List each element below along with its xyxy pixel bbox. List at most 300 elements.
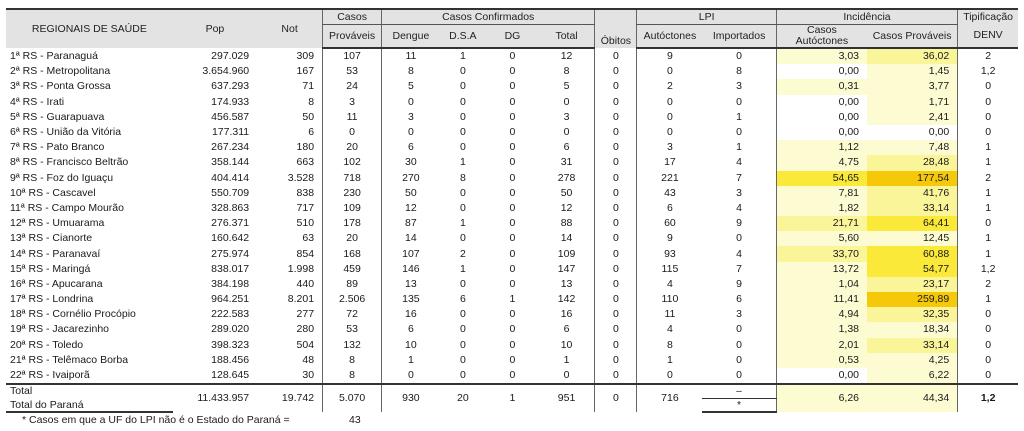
cell-not: 309	[296, 49, 315, 62]
cell-denv: 1	[958, 186, 1018, 201]
cell-prov: 20	[323, 231, 382, 246]
cell-inc-aut: 0,00	[776, 368, 867, 384]
cell-prov: 109	[323, 201, 382, 216]
cell-total: 16	[560, 308, 573, 321]
cell-not: 167	[296, 65, 315, 78]
cell-inc-prov: 36,02	[867, 48, 958, 64]
cell-not: 504	[296, 338, 315, 351]
table-row	[6, 322, 1018, 337]
cell-dsa: 0	[459, 141, 466, 154]
cell-not: 854	[296, 247, 315, 260]
total-inc-aut: 6,26	[776, 384, 867, 412]
cell-dg: 0	[509, 308, 516, 321]
cell-dengue: 50	[382, 186, 440, 201]
cell-pop: 188.456	[211, 353, 250, 366]
cell-dg: 0	[509, 247, 516, 260]
cell-not: 8	[308, 95, 315, 108]
cell-inc-prov: 18,34	[867, 322, 958, 337]
cell-denv: 1	[958, 155, 1018, 170]
cell-aut: 4	[637, 322, 702, 337]
cell-dg: 0	[509, 201, 516, 214]
cell-pop: 404.414	[211, 171, 250, 184]
cell-dengue: 6	[382, 140, 440, 155]
cell-dengue: 5	[382, 79, 440, 94]
cell-denv: 0	[958, 216, 1018, 231]
cell-imp: 9	[736, 277, 742, 290]
cell-obitos: 0	[595, 262, 637, 277]
cell-dengue: 270	[382, 171, 440, 186]
cell-prov: 53	[323, 64, 382, 79]
table-row	[6, 292, 1018, 307]
header-provaveis: Prováveis	[323, 25, 382, 49]
cell-name: 3ª RS - Ponta Grossa	[10, 80, 111, 93]
header-obitos: Óbitos	[595, 9, 637, 48]
cell-inc-aut: 1,82	[776, 201, 867, 216]
cell-total: 12	[560, 201, 573, 214]
cell-dg: 0	[509, 110, 516, 123]
cell-dg: 0	[509, 171, 516, 184]
cell-imp: 0	[736, 369, 742, 382]
cell-prov: 230	[323, 186, 382, 201]
cell-pop: 128.645	[211, 369, 250, 382]
cell-total: 31	[560, 156, 573, 169]
cell-prov: 178	[323, 216, 382, 231]
cell-total: 12	[560, 50, 573, 63]
cell-total: 0	[563, 369, 570, 382]
cell-not: 30	[302, 369, 315, 382]
cell-total: 109	[557, 247, 576, 260]
cell-inc-prov: 54,77	[867, 262, 958, 277]
cell-prov: 53	[323, 322, 382, 337]
cell-denv: 2	[958, 171, 1018, 186]
cell-total: 0	[563, 95, 570, 108]
cell-pop: 3.654.960	[202, 65, 250, 78]
cell-denv: 0	[958, 125, 1018, 140]
total-pop: 11.433.957	[173, 384, 257, 412]
cell-imp: 0	[736, 338, 742, 351]
table-row	[6, 231, 1018, 246]
cell-dengue: 12	[382, 201, 440, 216]
total-label: Total	[6, 384, 173, 399]
table-body	[6, 48, 1018, 384]
header-lpi: LPI	[637, 9, 776, 25]
cell-dengue: 1	[382, 353, 440, 368]
cell-imp: 0	[736, 323, 742, 336]
cell-denv: 0	[958, 353, 1018, 368]
cell-obitos: 0	[595, 79, 637, 94]
cell-inc-aut: 21,71	[776, 216, 867, 231]
cell-aut: 0	[637, 125, 702, 140]
total-denv: 1,2	[958, 384, 1018, 412]
cell-imp: 4	[736, 201, 742, 214]
cell-dsa: 0	[459, 126, 466, 139]
cell-prov: 8	[323, 353, 382, 368]
cell-denv: 0	[958, 95, 1018, 110]
cell-total: 278	[557, 171, 576, 184]
cell-obitos: 0	[595, 277, 637, 292]
cell-obitos: 0	[595, 246, 637, 261]
cell-imp: 0	[736, 126, 742, 139]
cell-dsa: 0	[459, 80, 466, 93]
cell-name: 15ª RS - Maringá	[10, 262, 91, 275]
cell-name: 13ª RS - Cianorte	[10, 232, 93, 245]
total-dsa: 20	[440, 384, 486, 412]
cell-inc-aut: 11,41	[776, 292, 867, 307]
cell-aut: 115	[637, 262, 702, 277]
cell-aut: 93	[637, 246, 702, 261]
cell-inc-aut: 0,00	[776, 64, 867, 79]
cell-inc-prov: 28,48	[867, 155, 958, 170]
cell-prov: 24	[323, 79, 382, 94]
footnote	[22, 414, 361, 426]
cell-pop: 267.234	[211, 141, 250, 154]
header-casos-confirmados: Casos Confirmados	[382, 9, 595, 25]
cell-inc-prov: 60,88	[867, 246, 958, 261]
table-header	[6, 9, 1018, 48]
cell-dengue: 0	[382, 368, 440, 384]
cell-imp: 0	[736, 353, 742, 366]
cell-aut: 8	[637, 338, 702, 353]
cell-dg: 0	[509, 156, 516, 169]
table-row	[6, 277, 1018, 292]
cell-prov: 459	[323, 262, 382, 277]
cell-inc-prov: 33,14	[867, 201, 958, 216]
cell-denv: 2	[958, 48, 1018, 64]
cell-aut: 0	[637, 64, 702, 79]
total-obitos: 0	[595, 384, 637, 412]
cell-pop: 838.017	[211, 262, 250, 275]
cell-total: 10	[560, 338, 573, 351]
cell-dsa: 0	[459, 65, 466, 78]
cell-name: 7ª RS - Pato Branco	[10, 141, 105, 154]
cell-dengue: 107	[382, 246, 440, 261]
cell-obitos: 0	[595, 322, 637, 337]
cell-inc-prov: 7,48	[867, 140, 958, 155]
cell-inc-prov: 41,76	[867, 186, 958, 201]
cell-dengue: 0	[382, 125, 440, 140]
cell-imp: 9	[736, 217, 742, 230]
header-denv: DENV	[958, 25, 1018, 49]
total-imp-top: –	[702, 384, 776, 399]
cell-inc-prov: 33,14	[867, 338, 958, 353]
footnote-text: * Casos em que a UF do LPI não é o Estado do Paraná =	[22, 414, 290, 426]
cell-pop: 384.198	[211, 277, 250, 290]
cell-denv: 0	[958, 79, 1018, 94]
cell-prov: 8	[323, 368, 382, 384]
cell-imp: 8	[736, 65, 742, 78]
total-parana-label: Total do Paraná	[6, 399, 173, 413]
cell-pop: 297.029	[211, 49, 250, 62]
cell-prov: 11	[323, 110, 382, 125]
cell-imp: 3	[736, 186, 742, 199]
cell-dengue: 14	[382, 231, 440, 246]
cell-obitos: 0	[595, 216, 637, 231]
total-imp-bottom: *	[702, 399, 776, 413]
total-total: 951	[539, 384, 595, 412]
cell-dsa: 0	[459, 201, 466, 214]
header-total: Total	[539, 25, 595, 49]
cell-denv: 0	[958, 322, 1018, 337]
cell-name: 18ª RS - Cornélio Procópio	[10, 308, 136, 321]
cell-dengue: 10	[382, 338, 440, 353]
table-row	[6, 155, 1018, 170]
cell-total: 1	[563, 353, 570, 366]
table-row	[6, 48, 1018, 64]
table-row	[6, 368, 1018, 384]
cell-name: 14ª RS - Paranavaí	[10, 247, 101, 260]
total-prov: 5.070	[323, 384, 382, 412]
cell-obitos: 0	[595, 231, 637, 246]
cell-inc-aut: 33,70	[776, 246, 867, 261]
header-importados: Importados	[702, 25, 776, 49]
cell-dengue: 6	[382, 322, 440, 337]
cell-obitos: 0	[595, 64, 637, 79]
cell-denv: 1	[958, 201, 1018, 216]
table-totals	[6, 384, 1018, 412]
table-row	[6, 171, 1018, 186]
cell-obitos: 0	[595, 171, 637, 186]
cell-total: 5	[563, 80, 570, 93]
cell-aut: 6	[637, 201, 702, 216]
cell-imp: 0	[736, 50, 742, 63]
table-row	[6, 64, 1018, 79]
table-row	[6, 353, 1018, 368]
cell-obitos: 0	[595, 140, 637, 155]
cell-dg: 0	[509, 141, 516, 154]
cell-dsa: 0	[459, 277, 466, 290]
cell-inc-prov: 0,00	[867, 125, 958, 140]
cell-total: 8	[563, 65, 570, 78]
cell-dg: 0	[509, 65, 516, 78]
cell-inc-aut: 5,60	[776, 231, 867, 246]
cell-inc-aut: 4,94	[776, 307, 867, 322]
cell-dsa: 1	[459, 156, 466, 169]
footnote-value: 43	[349, 414, 361, 426]
cell-total: 13	[560, 277, 573, 290]
cell-prov: 89	[323, 277, 382, 292]
cell-name: 21ª RS - Telêmaco Borba	[10, 353, 129, 366]
header-not: Not	[257, 9, 322, 48]
cell-dsa: 1	[459, 50, 466, 63]
cell-pop: 160.642	[211, 232, 250, 245]
total-inc-prov: 44,34	[867, 384, 958, 412]
cell-dg: 0	[509, 277, 516, 290]
cell-prov: 3	[323, 95, 382, 110]
cell-name: 16ª RS - Apucarana	[10, 277, 103, 290]
cell-name: 19ª RS - Jacarezinho	[10, 323, 110, 336]
cell-name: 11ª RS - Campo Mourão	[10, 201, 124, 214]
cell-obitos: 0	[595, 292, 637, 307]
cell-dg: 0	[509, 126, 516, 139]
cell-name: 2ª RS - Metropolitana	[10, 65, 111, 78]
cell-total: 6	[563, 141, 570, 154]
cell-obitos: 0	[595, 125, 637, 140]
table-row	[6, 95, 1018, 110]
cell-imp: 4	[736, 156, 742, 169]
cell-prov: 2.506	[323, 292, 382, 307]
cell-not: 48	[302, 353, 315, 366]
cell-dengue: 11	[382, 48, 440, 64]
cell-aut: 0	[637, 110, 702, 125]
cell-dsa: 0	[459, 110, 466, 123]
cell-denv: 1,2	[958, 64, 1018, 79]
cell-denv: 0	[958, 307, 1018, 322]
cell-dengue: 87	[382, 216, 440, 231]
total-aut: 716	[637, 384, 702, 412]
cell-pop: 964.251	[211, 293, 250, 306]
cell-denv: 1	[958, 231, 1018, 246]
cell-dg: 0	[509, 353, 516, 366]
cell-not: 280	[296, 323, 315, 336]
cell-aut: 110	[637, 292, 702, 307]
cell-obitos: 0	[595, 155, 637, 170]
cell-dengue: 146	[382, 262, 440, 277]
cell-dg: 0	[509, 262, 516, 275]
cell-inc-aut: 0,31	[776, 79, 867, 94]
cell-dg: 0	[509, 217, 516, 230]
header-inc-provaveis: Casos Prováveis	[867, 25, 958, 49]
cell-obitos: 0	[595, 368, 637, 384]
cell-name: 4ª RS - Irati	[10, 95, 65, 108]
cell-imp: 7	[736, 262, 742, 275]
cell-pop: 398.323	[211, 338, 250, 351]
cell-inc-aut: 2,01	[776, 338, 867, 353]
cell-inc-aut: 1,38	[776, 322, 867, 337]
cell-not: 663	[296, 156, 315, 169]
cell-inc-aut: 0,00	[776, 125, 867, 140]
header-region: REGIONAIS DE SAÚDE	[6, 9, 173, 48]
cell-dsa: 1	[459, 262, 466, 275]
cell-inc-aut: 54,65	[776, 171, 867, 186]
cell-prov: 102	[323, 155, 382, 170]
cell-denv: 1	[958, 246, 1018, 261]
cell-dsa: 1	[459, 217, 466, 230]
cell-dengue: 0	[382, 95, 440, 110]
cell-inc-aut: 0,00	[776, 95, 867, 110]
cell-imp: 4	[736, 247, 742, 260]
cell-denv: 0	[958, 110, 1018, 125]
cell-aut: 1	[637, 353, 702, 368]
cell-dsa: 0	[459, 95, 466, 108]
cell-aut: 17	[637, 155, 702, 170]
cell-not: 71	[302, 80, 315, 93]
cell-inc-aut: 1,04	[776, 277, 867, 292]
cell-inc-prov: 4,25	[867, 353, 958, 368]
cell-total: 6	[563, 323, 570, 336]
cell-name: 22ª RS - Ivaiporã	[10, 369, 90, 382]
cell-prov: 718	[323, 171, 382, 186]
cell-dg: 0	[509, 95, 516, 108]
cell-denv: 0	[958, 338, 1018, 353]
header-casos: Casos	[323, 9, 382, 25]
cell-imp: 0	[736, 95, 742, 108]
cell-name: 20ª RS - Toledo	[10, 338, 84, 351]
table-row	[6, 307, 1018, 322]
table-row	[6, 201, 1018, 216]
cell-aut: 3	[637, 140, 702, 155]
cell-dg: 0	[509, 232, 516, 245]
cell-total: 14	[560, 232, 573, 245]
cell-denv: 2	[958, 277, 1018, 292]
cell-dsa: 0	[459, 353, 466, 366]
cell-pop: 328.863	[211, 201, 250, 214]
table-row	[6, 338, 1018, 353]
cell-not: 510	[296, 217, 315, 230]
cell-dsa: 0	[459, 308, 466, 321]
header-dg: DG	[486, 25, 539, 49]
cell-name: 6ª RS - União da Vitória	[10, 126, 122, 139]
cell-inc-prov: 64,41	[867, 216, 958, 231]
cell-pop: 276.371	[211, 217, 250, 230]
cell-dsa: 0	[459, 186, 466, 199]
cell-obitos: 0	[595, 95, 637, 110]
cell-total: 88	[560, 217, 573, 230]
cell-inc-prov: 1,45	[867, 64, 958, 79]
cell-inc-aut: 0,00	[776, 110, 867, 125]
cell-prov: 72	[323, 307, 382, 322]
dengue-table	[6, 8, 1018, 413]
cell-denv: 0	[958, 368, 1018, 384]
cell-aut: 60	[637, 216, 702, 231]
cell-not: 63	[302, 232, 315, 245]
cell-not: 6	[308, 126, 315, 139]
cell-not: 838	[296, 186, 315, 199]
cell-imp: 1	[736, 110, 742, 123]
cell-name: 12ª RS - Umuarama	[10, 217, 105, 230]
table-row	[6, 79, 1018, 94]
cell-aut: 9	[637, 231, 702, 246]
cell-dsa: 8	[459, 171, 466, 184]
cell-aut: 0	[637, 368, 702, 384]
cell-prov: 168	[323, 246, 382, 261]
cell-dengue: 8	[382, 64, 440, 79]
cell-inc-aut: 1,12	[776, 140, 867, 155]
cell-obitos: 0	[595, 201, 637, 216]
cell-obitos: 0	[595, 307, 637, 322]
cell-prov: 132	[323, 338, 382, 353]
cell-aut: 0	[637, 95, 702, 110]
cell-dg: 0	[509, 338, 516, 351]
table-row	[6, 186, 1018, 201]
cell-pop: 550.709	[211, 186, 250, 199]
cell-total: 147	[557, 262, 576, 275]
cell-aut: 221	[637, 171, 702, 186]
header-pop: Pop	[173, 9, 257, 48]
cell-dengue: 13	[382, 277, 440, 292]
cell-aut: 11	[637, 307, 702, 322]
cell-not: 50	[302, 110, 315, 123]
cell-dg: 0	[509, 186, 516, 199]
cell-name: 1ª RS - Paranaguá	[10, 49, 98, 62]
cell-aut: 4	[637, 277, 702, 292]
cell-imp: 1	[736, 141, 742, 154]
cell-total: 3	[563, 110, 570, 123]
header-autoctones: Autóctones	[637, 25, 702, 49]
cell-total: 0	[563, 126, 570, 139]
cell-not: 440	[296, 277, 315, 290]
cell-dengue: 135	[382, 292, 440, 307]
cell-not: 180	[296, 141, 315, 154]
cell-obitos: 0	[595, 110, 637, 125]
cell-inc-prov: 3,77	[867, 79, 958, 94]
cell-pop: 358.144	[211, 156, 250, 169]
cell-inc-prov: 32,35	[867, 307, 958, 322]
cell-inc-prov: 177,54	[867, 171, 958, 186]
cell-imp: 3	[736, 80, 742, 93]
report-table-container	[6, 8, 1018, 413]
cell-pop: 637.293	[211, 80, 250, 93]
total-dg: 1	[486, 384, 539, 412]
